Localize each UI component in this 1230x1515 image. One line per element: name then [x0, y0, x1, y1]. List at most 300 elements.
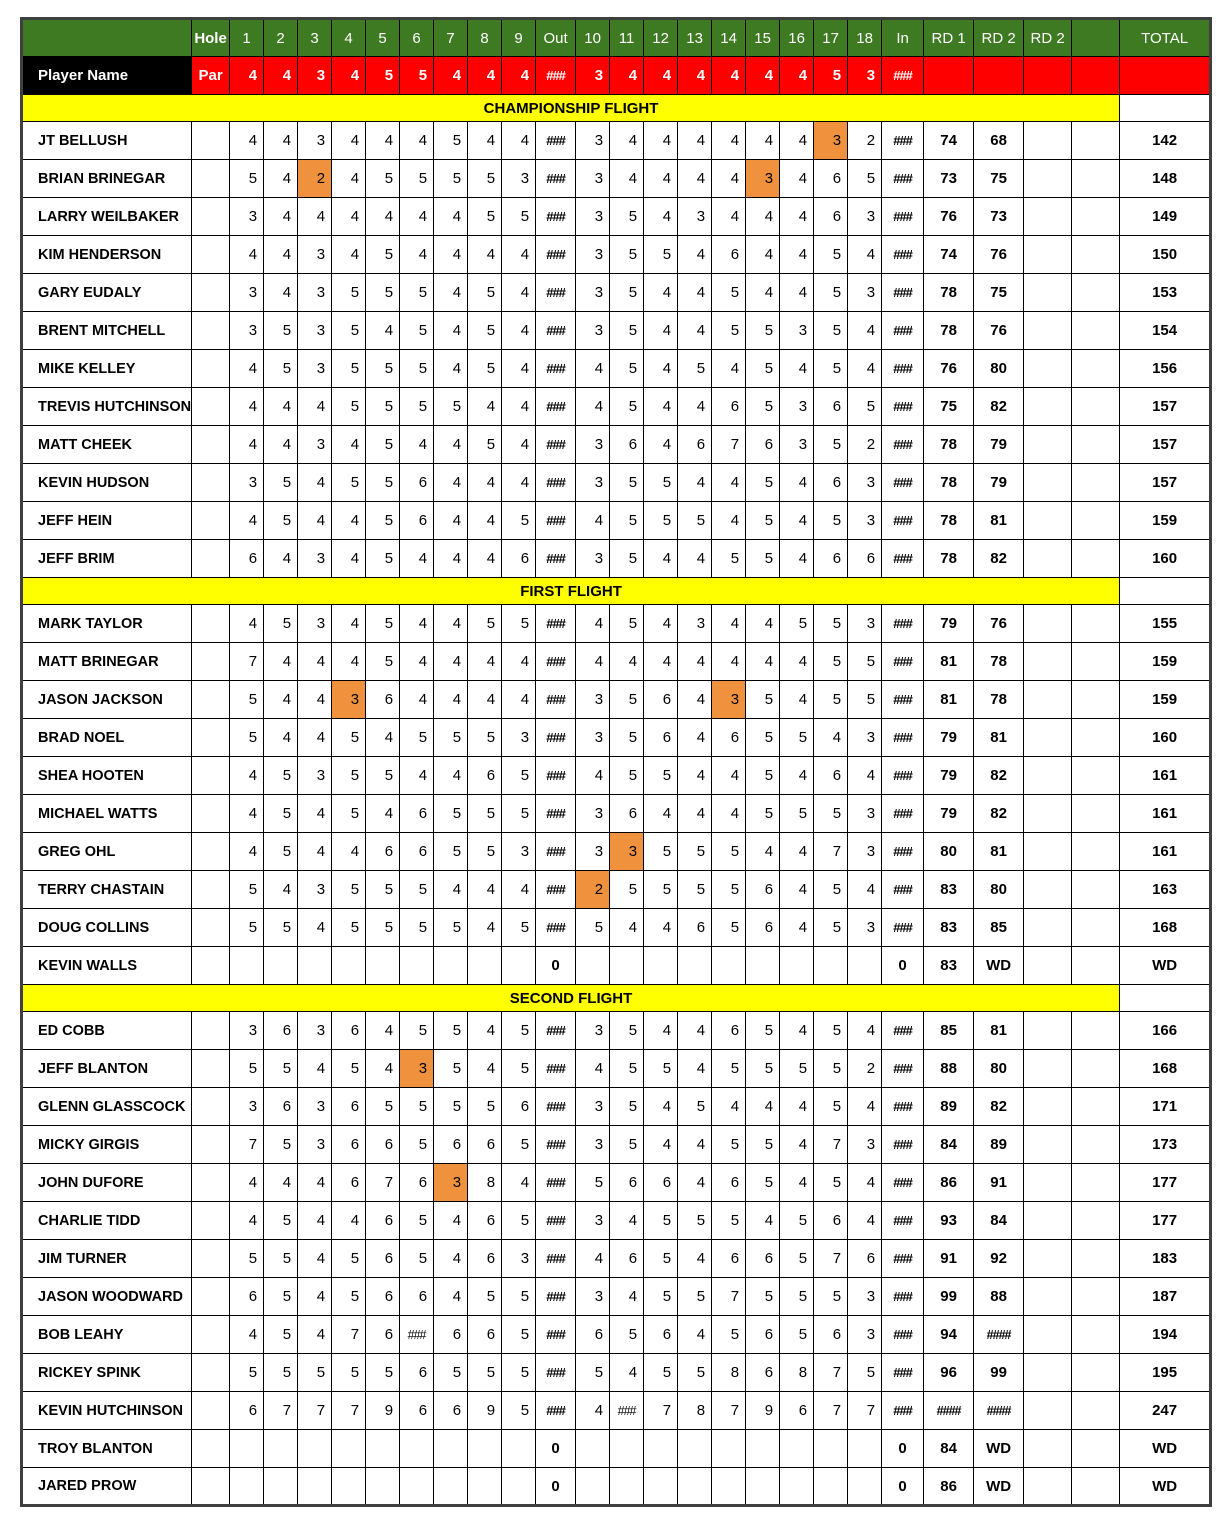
score-cell: 4 [712, 350, 746, 388]
score-cell: 3 [746, 160, 780, 198]
player-row [22, 681, 1211, 719]
score-cell: 6 [400, 1164, 434, 1202]
player-row [22, 236, 1211, 274]
rd1-cell: 83 [924, 947, 974, 985]
score-cell: 5 [502, 1126, 536, 1164]
score-cell: 4 [746, 236, 780, 274]
score-cell: 4 [400, 540, 434, 578]
score-cell: 6 [400, 795, 434, 833]
score-cell: 5 [814, 795, 848, 833]
score-cell: 4 [434, 236, 468, 274]
player-row [22, 502, 1211, 540]
score-cell [848, 947, 882, 985]
score-cell: 5 [848, 160, 882, 198]
score-cell [610, 947, 644, 985]
score-cell: 5 [848, 388, 882, 426]
score-cell: 7 [848, 1392, 882, 1430]
rd1-cell: 99 [924, 1278, 974, 1316]
blank-cell [1072, 122, 1120, 160]
score-cell [678, 947, 712, 985]
score-cell [332, 1430, 366, 1468]
score-cell [576, 1468, 610, 1506]
score-cell: 5 [746, 502, 780, 540]
score-cell [746, 1468, 780, 1506]
score-cell: 5 [610, 1126, 644, 1164]
score-cell: 6 [644, 681, 678, 719]
label-col-cell [192, 1468, 230, 1506]
player-name: MATT BRINEGAR [22, 643, 192, 681]
score-cell: 5 [366, 502, 400, 540]
rd2-extra-cell [1024, 1392, 1072, 1430]
score-cell: 5 [610, 757, 644, 795]
out-cell: ### [536, 757, 576, 795]
rd2-extra-cell [1024, 464, 1072, 502]
player-row [22, 122, 1211, 160]
score-cell: 5 [468, 160, 502, 198]
score-cell: 5 [746, 1278, 780, 1316]
rd2-cell: 79 [974, 426, 1024, 464]
score-cell: 3 [502, 719, 536, 757]
rd2-cell: WD [974, 947, 1024, 985]
par-label: Par [192, 57, 230, 95]
in-cell: 0 [882, 947, 924, 985]
score-cell: 5 [264, 1126, 298, 1164]
score-cell: 4 [332, 1202, 366, 1240]
total-cell: 168 [1120, 1050, 1211, 1088]
score-cell: 5 [502, 1392, 536, 1430]
score-cell: 7 [264, 1392, 298, 1430]
score-cell: 5 [400, 1012, 434, 1050]
score-cell: 6 [400, 833, 434, 871]
score-cell [468, 1430, 502, 1468]
score-cell: 4 [366, 198, 400, 236]
score-cell: 4 [780, 350, 814, 388]
rd2-extra-cell [1024, 388, 1072, 426]
score-cell: 5 [400, 1088, 434, 1126]
score-cell: 6 [644, 1316, 678, 1354]
score-cell: 4 [332, 502, 366, 540]
total-cell: 155 [1120, 605, 1211, 643]
score-cell: 4 [712, 160, 746, 198]
score-cell: 5 [644, 833, 678, 871]
rd1-cell: 79 [924, 605, 974, 643]
score-cell: 4 [678, 160, 712, 198]
score-cell [366, 1430, 400, 1468]
score-cell: 4 [502, 274, 536, 312]
score-cell [576, 947, 610, 985]
score-cell: 4 [780, 274, 814, 312]
score-cell: 4 [298, 388, 332, 426]
score-cell: 5 [610, 274, 644, 312]
score-cell: 4 [230, 833, 264, 871]
in-cell: ### [882, 605, 924, 643]
score-cell: 4 [264, 388, 298, 426]
hole-header: 6 [400, 19, 434, 57]
score-cell: 5 [814, 681, 848, 719]
flight-band [22, 578, 1211, 605]
score-cell: 4 [644, 122, 678, 160]
score-cell: 4 [434, 757, 468, 795]
in-cell: ### [882, 1392, 924, 1430]
score-cell: 3 [576, 681, 610, 719]
score-cell: 5 [366, 350, 400, 388]
score-cell: 6 [434, 1392, 468, 1430]
player-name: JASON JACKSON [22, 681, 192, 719]
rd1-cell: 78 [924, 464, 974, 502]
rd1-cell: 74 [924, 122, 974, 160]
rd1-cell: 76 [924, 198, 974, 236]
label-col-cell [192, 871, 230, 909]
score-cell: 5 [610, 198, 644, 236]
score-cell: 5 [366, 160, 400, 198]
score-cell: 5 [644, 1050, 678, 1088]
score-cell: 4 [434, 502, 468, 540]
score-cell: 4 [576, 350, 610, 388]
par-in: ### [882, 57, 924, 95]
out-cell: ### [536, 426, 576, 464]
score-cell: 5 [610, 1316, 644, 1354]
score-cell: 4 [644, 426, 678, 464]
score-cell: 3 [576, 312, 610, 350]
score-cell: 5 [468, 833, 502, 871]
score-cell [502, 947, 536, 985]
score-cell: 5 [264, 502, 298, 540]
total-cell: 195 [1120, 1354, 1211, 1392]
rd1-cell: 81 [924, 681, 974, 719]
score-cell: 3 [848, 719, 882, 757]
score-cell: 6 [366, 1126, 400, 1164]
score-cell [366, 1468, 400, 1506]
score-cell: 5 [332, 388, 366, 426]
out-cell: ### [536, 1050, 576, 1088]
out-cell: ### [536, 464, 576, 502]
out-cell: ### [536, 795, 576, 833]
score-cell: 5 [678, 1088, 712, 1126]
score-cell: 5 [400, 1240, 434, 1278]
score-cell: 4 [400, 757, 434, 795]
score-cell: 6 [400, 502, 434, 540]
rd2-cell: 76 [974, 312, 1024, 350]
score-cell: 6 [644, 1164, 678, 1202]
score-cell: 5 [264, 1316, 298, 1354]
score-cell: 3 [400, 1050, 434, 1088]
score-cell: 5 [678, 1354, 712, 1392]
score-cell: 5 [332, 1050, 366, 1088]
blank-cell [1072, 350, 1120, 388]
score-cell: 5 [610, 236, 644, 274]
score-cell [780, 947, 814, 985]
label-col-cell [192, 540, 230, 578]
blank-cell [1072, 757, 1120, 795]
in-cell: ### [882, 388, 924, 426]
blank-cell [1072, 1316, 1120, 1354]
score-cell: 5 [332, 871, 366, 909]
score-cell [298, 1468, 332, 1506]
blank-cell [1072, 1430, 1120, 1468]
par-blank [1024, 57, 1072, 95]
player-name: KIM HENDERSON [22, 236, 192, 274]
score-cell: 5 [434, 122, 468, 160]
score-cell: 5 [230, 909, 264, 947]
label-col-cell [192, 909, 230, 947]
score-cell: 5 [502, 1354, 536, 1392]
hole-header: 2 [264, 19, 298, 57]
blank-cell [1072, 464, 1120, 502]
score-cell: 3 [230, 1012, 264, 1050]
score-cell: 5 [468, 605, 502, 643]
out-cell: ### [536, 833, 576, 871]
score-cell: 5 [814, 909, 848, 947]
rd2-cell: 82 [974, 540, 1024, 578]
in-cell: ### [882, 643, 924, 681]
flight-band [22, 985, 1211, 1012]
flight-title: FIRST FLIGHT [22, 578, 1120, 605]
score-cell: 4 [678, 1164, 712, 1202]
in-cell: ### [882, 1354, 924, 1392]
rd2-extra-cell [1024, 1164, 1072, 1202]
score-cell: 4 [644, 909, 678, 947]
score-cell: 5 [644, 236, 678, 274]
score-cell: 5 [746, 1050, 780, 1088]
score-cell: 3 [848, 464, 882, 502]
out-header: Out [536, 19, 576, 57]
score-cell: 5 [610, 681, 644, 719]
blank-cell [1072, 198, 1120, 236]
label-col-cell [192, 795, 230, 833]
player-name: JASON WOODWARD [22, 1278, 192, 1316]
score-cell: 5 [434, 388, 468, 426]
label-col-cell [192, 1430, 230, 1468]
out-cell: ### [536, 1278, 576, 1316]
total-cell: 183 [1120, 1240, 1211, 1278]
in-cell: ### [882, 871, 924, 909]
score-cell: 6 [814, 1316, 848, 1354]
player-row [22, 1126, 1211, 1164]
score-cell: 5 [434, 833, 468, 871]
score-cell: 5 [332, 719, 366, 757]
round-header: RD 1 [924, 19, 974, 57]
score-cell: 5 [746, 1126, 780, 1164]
score-cell: 6 [712, 388, 746, 426]
score-cell: 4 [400, 605, 434, 643]
score-cell: 5 [610, 605, 644, 643]
label-col-cell [192, 274, 230, 312]
score-cell: 5 [848, 1354, 882, 1392]
rd1-cell: 78 [924, 502, 974, 540]
score-cell: 2 [298, 160, 332, 198]
rd2-cell: #### [974, 1392, 1024, 1430]
score-cell: 5 [434, 1050, 468, 1088]
score-cell: 2 [848, 426, 882, 464]
score-cell: 3 [848, 1278, 882, 1316]
score-cell: 6 [746, 1316, 780, 1354]
score-cell: 3 [848, 909, 882, 947]
score-cell: 6 [746, 1354, 780, 1392]
round-header: RD 2 [1024, 19, 1072, 57]
score-cell: 4 [644, 1126, 678, 1164]
score-cell: 5 [678, 502, 712, 540]
rd2-extra-cell [1024, 1468, 1072, 1506]
label-col-cell [192, 160, 230, 198]
score-cell: 4 [264, 236, 298, 274]
score-cell: 5 [712, 312, 746, 350]
total-cell: 168 [1120, 909, 1211, 947]
score-cell: 3 [576, 1088, 610, 1126]
hole-header: 7 [434, 19, 468, 57]
score-cell: 5 [712, 1202, 746, 1240]
rd1-cell: 94 [924, 1316, 974, 1354]
score-cell: 4 [468, 909, 502, 947]
player-name: GREG OHL [22, 833, 192, 871]
score-cell [502, 1468, 536, 1506]
score-cell [576, 1430, 610, 1468]
score-cell: 4 [230, 795, 264, 833]
blank-cell [1072, 1278, 1120, 1316]
rd2-extra-cell [1024, 757, 1072, 795]
hole-header: 8 [468, 19, 502, 57]
score-cell: 4 [468, 388, 502, 426]
rd1-cell: 81 [924, 643, 974, 681]
rd1-cell: 74 [924, 236, 974, 274]
score-cell: 6 [746, 871, 780, 909]
score-cell: 3 [298, 350, 332, 388]
hole-header: 17 [814, 19, 848, 57]
rd1-cell: 83 [924, 909, 974, 947]
score-cell: 7 [814, 1240, 848, 1278]
score-cell: 4 [298, 502, 332, 540]
score-cell: 6 [712, 1240, 746, 1278]
score-cell: 5 [814, 1278, 848, 1316]
score-cell: 4 [678, 1126, 712, 1164]
out-cell: 0 [536, 1430, 576, 1468]
score-cell: 5 [780, 1316, 814, 1354]
par-blank [1120, 57, 1211, 95]
out-cell: ### [536, 122, 576, 160]
score-cell: 4 [298, 1164, 332, 1202]
out-cell: ### [536, 1354, 576, 1392]
score-cell [644, 1468, 678, 1506]
player-row [22, 605, 1211, 643]
total-cell: WD [1120, 1468, 1211, 1506]
in-cell: ### [882, 1126, 924, 1164]
score-cell: 5 [746, 464, 780, 502]
score-cell: 4 [468, 871, 502, 909]
in-cell: ### [882, 757, 924, 795]
score-cell: 3 [848, 605, 882, 643]
score-cell: 4 [298, 1278, 332, 1316]
blank-cell [1072, 502, 1120, 540]
score-cell: 5 [366, 274, 400, 312]
score-cell: 5 [746, 681, 780, 719]
rd2-extra-cell [1024, 1126, 1072, 1164]
score-cell: 6 [468, 1202, 502, 1240]
score-cell: 4 [678, 681, 712, 719]
score-cell: 5 [400, 160, 434, 198]
score-cell: 4 [332, 122, 366, 160]
score-cell: 4 [848, 312, 882, 350]
score-cell: 5 [644, 1202, 678, 1240]
score-cell: 5 [712, 1050, 746, 1088]
score-cell: 5 [610, 1088, 644, 1126]
rd1-cell: 86 [924, 1468, 974, 1506]
score-cell: 4 [848, 1088, 882, 1126]
score-cell: 5 [468, 274, 502, 312]
in-cell: ### [882, 833, 924, 871]
score-cell: 5 [264, 757, 298, 795]
score-cell: 5 [644, 1240, 678, 1278]
rd2-cell: 78 [974, 643, 1024, 681]
score-cell: 6 [468, 757, 502, 795]
out-cell: ### [536, 274, 576, 312]
score-cell: 5 [746, 388, 780, 426]
score-cell: 6 [434, 1316, 468, 1354]
score-cell: 2 [848, 122, 882, 160]
score-cell: 5 [814, 1164, 848, 1202]
score-cell: 4 [814, 719, 848, 757]
score-cell: 5 [712, 871, 746, 909]
score-cell: 5 [264, 1278, 298, 1316]
score-cell: 4 [780, 1126, 814, 1164]
score-cell: 4 [434, 426, 468, 464]
score-cell: 4 [576, 605, 610, 643]
total-cell: 161 [1120, 757, 1211, 795]
score-cell: 4 [644, 388, 678, 426]
score-cell: 4 [298, 1240, 332, 1278]
out-cell: ### [536, 909, 576, 947]
score-cell: 4 [678, 719, 712, 757]
score-cell: 5 [746, 757, 780, 795]
score-cell: 5 [746, 795, 780, 833]
player-name: BRENT MITCHELL [22, 312, 192, 350]
in-cell: ### [882, 681, 924, 719]
label-col-cell [192, 122, 230, 160]
label-col-cell [192, 1050, 230, 1088]
score-cell: 4 [848, 1164, 882, 1202]
score-cell: 3 [576, 833, 610, 871]
score-cell: 5 [502, 502, 536, 540]
rd2-extra-cell [1024, 160, 1072, 198]
score-cell [644, 947, 678, 985]
score-cell: 6 [610, 426, 644, 464]
player-name: BRAD NOEL [22, 719, 192, 757]
score-cell: 3 [434, 1164, 468, 1202]
score-cell: 4 [366, 795, 400, 833]
score-cell: 5 [780, 1050, 814, 1088]
blank-cell [1072, 605, 1120, 643]
score-cell: 3 [576, 236, 610, 274]
total-cell: 160 [1120, 719, 1211, 757]
player-row [22, 426, 1211, 464]
player-name: KEVIN WALLS [22, 947, 192, 985]
score-cell: 4 [576, 1392, 610, 1430]
score-cell: 4 [576, 502, 610, 540]
score-cell: 3 [298, 871, 332, 909]
out-cell: ### [536, 1164, 576, 1202]
score-cell: 5 [434, 1012, 468, 1050]
hole-header: 13 [678, 19, 712, 57]
score-cell: 5 [400, 871, 434, 909]
score-cell: 5 [400, 1202, 434, 1240]
score-cell [644, 1430, 678, 1468]
score-cell: 5 [332, 464, 366, 502]
score-cell [746, 947, 780, 985]
score-cell: 5 [814, 605, 848, 643]
blank-cell [1072, 426, 1120, 464]
score-cell: 5 [814, 1012, 848, 1050]
in-cell: ### [882, 1088, 924, 1126]
hole-header: 5 [366, 19, 400, 57]
rd1-cell: 96 [924, 1354, 974, 1392]
